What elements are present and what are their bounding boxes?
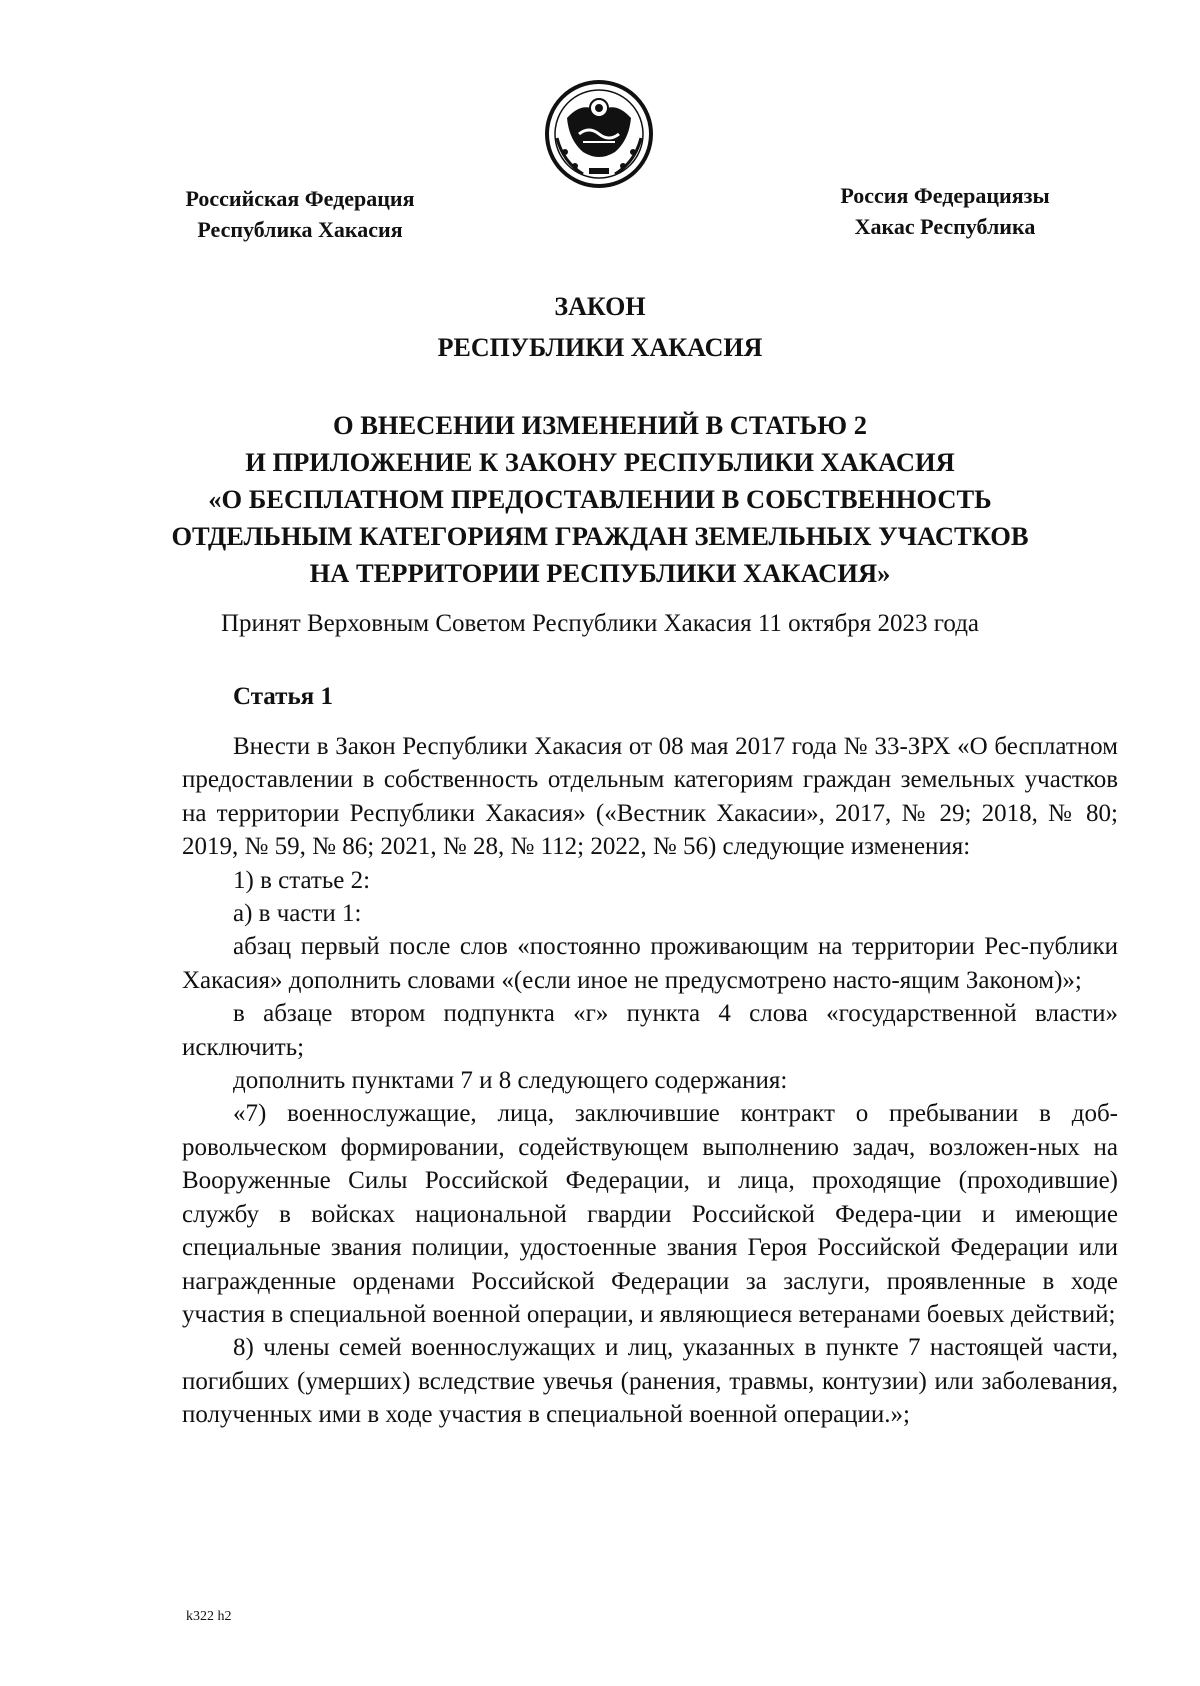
adoption-statement: Принят Верховным Советом Республики Хакасия 11 октября 2023 года <box>220 610 980 637</box>
header-right <box>795 180 1095 242</box>
article-paragraph: дополнить пунктами 7 и 8 следующего содержания: <box>233 1067 788 1095</box>
header-right-republic: Хакас Республика <box>854 214 1036 239</box>
article-body <box>182 730 1118 1432</box>
law-subject <box>150 407 1050 592</box>
law-title-line2: РЕСПУБЛИКИ ХАКАСИЯ <box>437 333 763 362</box>
article-paragraph: Внести в Закон Республики Хакасия от 08 мая 2017 года № 33-ЗРХ «О бесплатном предоставлении в собственность отдельным категориям граждан земельных участков на территории Республики Хакасия» («Вестник Хакасии», 2017, № 29; 2018, № 80; 2019, № 59, № 86; 2021, № 28, № 112; 2022, № 56) следующие изменения: <box>182 733 1118 861</box>
header-left-country: Российская Федерация <box>185 186 415 211</box>
article-paragraph: абзац первый после слов «постоянно проживающим на территории Рес-публики Хакасия» дополнить словами «(если иное не предусмотрено насто-ящим Законом)»; <box>182 933 1118 994</box>
law-title-line1: ЗАКОН <box>554 292 646 321</box>
coat-of-arms-emblem <box>543 78 655 190</box>
article-heading: Статья 1 <box>233 683 333 710</box>
article-paragraph: «7) военнослужащие, лица, заключившие контракт о пребывании в доб-ровольческом формировании, содействующем выполнению задач, возложен-ных на Вооруженные Силы Российской Федерации, и лица, проходящие (проходившие) службу в войсках национальной гвардии Российской Федера-ции и имеющие специальные звания полиции, удостоенные звания Героя Российской Федерации или награжденные орденами Российской Федерации за заслуги, проявленные в ходе участия в специальной военной операции, и являющиеся ветеранами боевых действий; <box>182 1100 1118 1328</box>
article-paragraph: 1) в статье 2: <box>233 866 371 894</box>
header-left-republic: Республика Хакасия <box>197 217 403 242</box>
document-code: k322 h2 <box>186 1609 232 1624</box>
article-paragraph: в абзаце втором подпункта «г» пункта 4 слова «государственной власти» исключить; <box>182 1000 1118 1061</box>
header-right-country: Россия Федерациязы <box>840 183 1050 208</box>
law-subject-line: О ВНЕСЕНИИ ИЗМЕНЕНИЙ В СТАТЬЮ 2 <box>332 410 868 440</box>
law-subject-line: ОТДЕЛЬНЫМ КАТЕГОРИЯМ ГРАЖДАН ЗЕМЕЛЬНЫХ УЧАСТКОВ <box>171 521 1029 551</box>
law-subject-line: НА ТЕРРИТОРИИ РЕСПУБЛИКИ ХАКАСИЯ» <box>309 558 891 588</box>
law-title <box>0 286 1200 368</box>
law-subject-line: И ПРИЛОЖЕНИЕ К ЗАКОНУ РЕСПУБЛИКИ ХАКАСИЯ <box>245 447 955 477</box>
article-paragraph: 8) члены семей военнослужащих и лиц, указанных в пункте 7 настоящей части, погибших (умерших) вследствие увечья (ранения, травмы, контузии) или заболевания, полученных ими в ходе участия в специальной военной операции.»; <box>182 1334 1118 1429</box>
header-left <box>150 183 450 245</box>
law-subject-line: «О БЕСПЛАТНОМ ПРЕДОСТАВЛЕНИИ В СОБСТВЕННОСТЬ <box>208 484 992 514</box>
article-paragraph: а) в части 1: <box>233 900 362 928</box>
